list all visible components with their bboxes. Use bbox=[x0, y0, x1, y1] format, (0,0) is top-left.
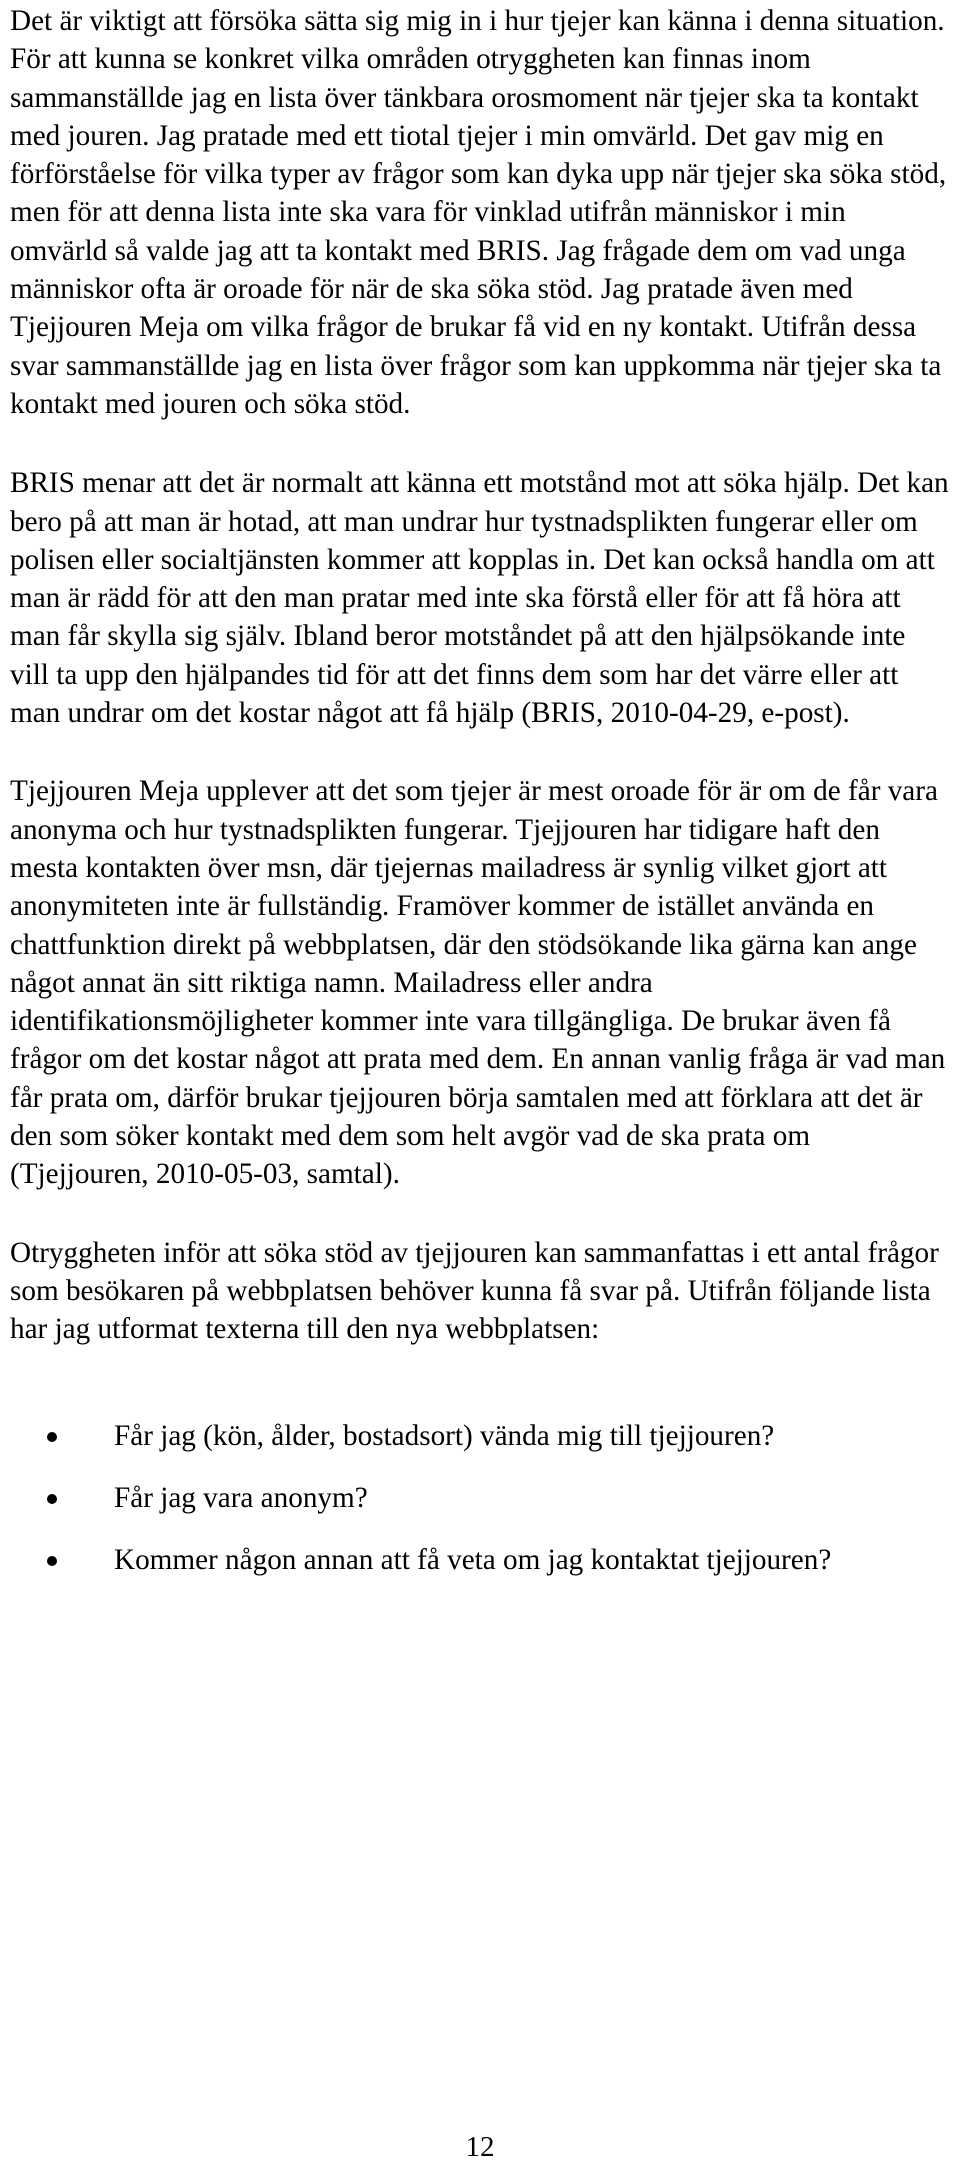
list-item-text: Får jag (kön, ålder, bostadsort) vända mig till tjejjouren? bbox=[114, 1419, 775, 1452]
page-number: 12 bbox=[465, 2131, 495, 2163]
paragraph: Det är viktigt att försöka sätta sig mig in i hur tjejer kan känna i denna situation. För att kunna se konkret vilka områden otryggheten kan finnas inom sammanställde jag en lista över tänkbara orosmoment när tjejer ska ta kontakt med jouren. Jag pratade med ett tiotal tjejer i min omvärld. Det gav mig en förförståelse för vilka typer av frågor som kan dyka upp när tjejer ska söka stöd, men för att denna lista inte ska vara för vinklad utifrån människor i min omvärld så valde jag att ta kontakt med BRIS. Jag frågade dem om vad unga människor ofta är oroade för när de ska söka stöd. Jag pratade även med Tjejjouren Meja om vilka frågor de brukar få vid en ny kontakt. Utifrån dessa svar sammanställde jag en lista över frågor som kan uppkomma när tjejer ska ta kontakt med jouren och söka stöd. bbox=[10, 5, 947, 420]
document-page bbox=[10, 0, 950, 1579]
paragraph: BRIS menar att det är normalt att känna ett motstånd mot att söka hjälp. Det kan bero på att man är hotad, att man undrar hur tystnadsplikten fungerar eller om polisen eller socialtjänsten kommer att kopplas in. Det kan också handla om att man är rädd för att den man pratar med inte ska förstå eller för att få höra att man får skylla sig själv. Ibland beror motståndet på att den hjälpsökande inte vill ta upp den hjälpandes tid för att det finns dem som har det värre eller att man undrar om det kostar något att få hjälp (BRIS, 2010-04-29, e-post). bbox=[10, 467, 949, 730]
list-item-text: Kommer någon annan att få veta om jag kontaktat tjejjouren? bbox=[114, 1544, 832, 1577]
bullet-icon bbox=[47, 1556, 57, 1566]
bullet-icon bbox=[47, 1432, 57, 1442]
bullet-list bbox=[10, 1417, 950, 1580]
list-item bbox=[10, 1417, 950, 1455]
list-item-text: Får jag vara anonym? bbox=[114, 1481, 368, 1514]
paragraph: Tjejjouren Meja upplever att det som tjejer är mest oroade för är om de får vara anonyma och hur tystnadsplikten fungerar. Tjejjouren har tidigare haft den mesta kontakten över msn, där tjejernas mailadress är synlig vilket gjort att anonymiteten inte är fullständig. Framöver kommer de istället använda en chattfunktion direkt på webbplatsen, där den stödsökande lika gärna kan ange något annat än sitt riktiga namn. Mailadress eller andra identifikationsmöjligheter kommer inte vara tillgängliga. De brukar även få frågor om det kostar något att prata med dem. En annan vanlig fråga är vad man får prata om, därför brukar tjejjouren börja samtalen med att förklara att det är den som söker kontakt med dem som helt avgör vad de ska prata om (Tjejjouren, 2010-05-03, samtal). bbox=[10, 775, 946, 1191]
bullet-icon bbox=[47, 1494, 57, 1504]
paragraph: Otryggheten inför att söka stöd av tjejjouren kan sammanfattas i ett antal frågor som besökaren på webbplatsen behöver kunna få svar på. Utifrån följande lista har jag utformat texterna till den nya webbplatsen: bbox=[10, 1236, 939, 1346]
list-item bbox=[10, 1479, 950, 1517]
list-item bbox=[10, 1541, 950, 1579]
